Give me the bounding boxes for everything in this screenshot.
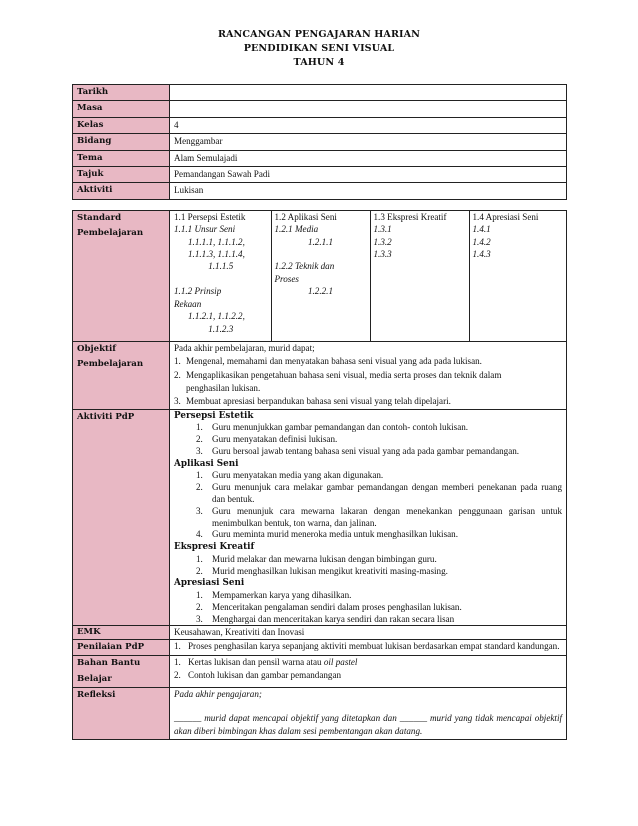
bahan-label <box>73 656 170 688</box>
row-aktiviti-pdp <box>73 409 567 626</box>
objektif-list <box>174 355 562 409</box>
aplikasi-list <box>174 470 562 541</box>
row-bidang <box>73 134 567 150</box>
refleksi-label: Refleksi <box>73 688 170 740</box>
penilaian-cell <box>170 639 567 655</box>
standard-col-aplikasi <box>271 211 370 341</box>
ekspresi-heading: 1.3 Ekspresi Kreatif <box>373 211 447 222</box>
apresiasi-line: 1.4.2 <box>472 236 491 247</box>
row-tajuk <box>73 167 567 183</box>
refleksi-intro: Pada akhir pengajaran; <box>174 689 262 700</box>
persepsi-list <box>174 422 562 457</box>
aplikasi-line: 1.2.1 Media <box>274 224 319 235</box>
bahan-cell <box>170 656 567 688</box>
persepsi-line: 1.1.1.3, 1.1.1.4, <box>188 249 245 260</box>
row-tarikh <box>73 85 567 101</box>
row-refleksi <box>73 688 567 740</box>
tema-label: Tema <box>73 150 170 166</box>
bahan-label-2: Belajar <box>77 673 112 684</box>
list-item: 2. Mengaplikasikan pengetahuan bahasa seni visual, media serta proses dan teknik dalam penghasilan lukisan. <box>174 369 502 394</box>
row-tema <box>73 150 567 166</box>
row-objektif <box>73 341 567 409</box>
standard-label <box>73 210 170 341</box>
tajuk-value: Pemandangan Sawah Padi <box>170 167 567 183</box>
persepsi-line: 1.1.1.1, 1.1.1.2, <box>188 236 245 247</box>
tema-value: Alam Semulajadi <box>170 150 567 166</box>
kelas-value: 4 <box>170 117 567 133</box>
list-item: 2. Menceritakan pengalaman sendiri dalam proses penghasilan lukisan. <box>196 601 462 612</box>
section-persepsi-estetik: Persepsi Estetik <box>174 410 254 421</box>
bidang-value: Menggambar <box>170 134 567 150</box>
list-item: 1. Mempamerkan karya yang dihasilkan. <box>196 590 352 601</box>
list-item: 1. Guru menyatakan media yang akan digunakan. <box>196 470 384 481</box>
standard-col-ekspresi <box>370 211 469 341</box>
persepsi-line: 1.1.1 Unsur Seni <box>174 224 236 235</box>
aktiviti-pdp-label: Aktiviti PdP <box>73 409 170 626</box>
ekspresi-line: 1.3.3 <box>373 249 392 260</box>
aplikasi-line: 1.2.2 Teknik dan <box>274 261 335 272</box>
list-item: 2. Guru menunjuk cara melakar gambar pemandangan dengan memberi penekanan pada ruang dan bentuk. <box>196 482 562 505</box>
masa-label: Masa <box>73 101 170 117</box>
tajuk-label: Tajuk <box>73 167 170 183</box>
section-ekspresi-kreatif: Ekspresi Kreatif <box>174 542 255 553</box>
list-item: 1. Mengenal, memahami dan menyatakan bahasa seni visual yang ada pada lukisan. <box>174 356 482 367</box>
row-penilaian <box>73 639 567 655</box>
apresiasi-list <box>174 590 562 625</box>
list-item: 3. Guru bersoal jawab tentang bahasa seni visual yang ada pada gambar pemandangan. <box>196 446 520 457</box>
row-aktiviti <box>73 183 567 199</box>
bahan-label-1: Bahan Bantu <box>77 658 141 669</box>
tarikh-label: Tarikh <box>73 85 170 101</box>
row-masa <box>73 101 567 117</box>
persepsi-line: Rekaan <box>174 298 202 309</box>
list-item: 1. Guru menunjukkan gambar pemandangan dan contoh- contoh lukisan. <box>196 422 469 433</box>
penilaian-list <box>174 640 562 653</box>
objektif-label-2: Pembelajaran <box>77 359 144 370</box>
bahan-list <box>174 656 562 681</box>
objektif-label <box>73 341 170 409</box>
lesson-plan-table <box>72 84 567 740</box>
bidang-label: Bidang <box>73 134 170 150</box>
section-aplikasi-seni: Aplikasi Seni <box>174 458 239 469</box>
standard-label-1: Standard <box>77 212 122 223</box>
objektif-cell <box>170 341 567 409</box>
aktiviti-pdp-cell <box>170 409 567 626</box>
list-item: 1. Kertas lukisan dan pensil warna atau oil pastel <box>174 657 358 668</box>
standard-col-persepsi <box>170 211 271 341</box>
apresiasi-heading: 1.4 Apresiasi Seni <box>472 211 539 222</box>
list-item: 4. Guru meminta murid meneroka media untuk menghasilkan lukisan. <box>196 529 458 540</box>
persepsi-heading: 1.1 Persepsi Estetik <box>174 211 246 222</box>
ekspresi-list <box>174 554 562 578</box>
list-item: 2. Murid menghasilkan lukisan mengikut kreativiti masing-masing. <box>196 565 448 576</box>
aplikasi-line: Proses <box>274 273 299 284</box>
list-item: 2. Guru menyatakan definisi lukisan. <box>196 434 338 445</box>
emk-value: Keusahawan, Kreativiti dan Inovasi <box>170 626 567 639</box>
standard-label-2: Pembelajaran <box>77 228 144 239</box>
objektif-intro: Pada akhir pembelajaran, murid dapat; <box>174 342 315 353</box>
aplikasi-line: 1.2.2.1 <box>307 286 333 297</box>
aplikasi-line: 1.2.1.1 <box>307 236 333 247</box>
list-item: 3. Guru menunjuk cara mewarna lakaran dengan menekankan penggunaan garisan untuk menimbulkan bentuk, ton warna, dan jalinan. <box>196 505 562 528</box>
doc-subject: PENDIDIKAN SENI VISUAL <box>243 43 395 54</box>
doc-title: RANCANGAN PENGAJARAN HARIAN <box>217 29 421 40</box>
persepsi-line: 1.1.1.5 <box>208 261 234 272</box>
list-item: 2. Contoh lukisan dan gambar pemandangan <box>174 669 342 680</box>
kelas-label: Kelas <box>73 117 170 133</box>
aplikasi-heading: 1.2 Aplikasi Seni <box>274 211 337 222</box>
doc-year: TAHUN 4 <box>293 57 345 68</box>
list-item: 1. Proses penghasilan karya sepanjang aktiviti membuat lukisan berdasarkan empat standard kandungan. <box>174 640 560 651</box>
aktiviti-value: Lukisan <box>170 183 567 199</box>
list-item: 3. Membuat apresiasi berpandukan bahasa seni visual yang telah dipelajari. <box>174 396 451 407</box>
list-item: 3. Menghargai dan menceritakan karya sendiri dan rakan secara lisan <box>196 613 455 624</box>
tarikh-value[interactable] <box>170 85 567 101</box>
refleksi-cell <box>170 688 567 740</box>
persepsi-line: 1.1.2 Prinsip <box>174 286 222 297</box>
spacer-row <box>73 199 567 210</box>
persepsi-line: 1.1.2.3 <box>208 323 234 334</box>
persepsi-line: 1.1.2.1, 1.1.2.2, <box>188 311 245 322</box>
refleksi-text[interactable]: ______ murid dapat mencapai objektif yang ditetapkan dan ______ murid yang tidak mencapai objektif akan diberi bimbingan khas dalam sesi pembentangan akan datang. <box>174 712 562 737</box>
objektif-label-1: Objektif <box>77 343 116 354</box>
list-item: 1. Murid melakar dan mewarna lukisan dengan bimbingan guru. <box>196 553 437 564</box>
section-apresiasi-seni: Apresiasi Seni <box>174 578 245 589</box>
penilaian-label: Penilaian PdP <box>73 639 170 655</box>
masa-value[interactable] <box>170 101 567 117</box>
row-standard <box>73 210 567 341</box>
ekspresi-line: 1.3.1 <box>373 224 392 235</box>
apresiasi-line: 1.4.3 <box>472 249 491 260</box>
aktiviti-label: Aktiviti <box>73 183 170 199</box>
row-emk <box>73 626 567 639</box>
standard-col-apresiasi <box>469 211 567 341</box>
row-bahan <box>73 656 567 688</box>
standard-cell <box>170 210 567 341</box>
apresiasi-line: 1.4.1 <box>472 224 491 235</box>
ekspresi-line: 1.3.2 <box>373 236 392 247</box>
emk-label: EMK <box>73 626 170 639</box>
row-kelas <box>73 117 567 133</box>
standard-grid <box>170 211 567 341</box>
